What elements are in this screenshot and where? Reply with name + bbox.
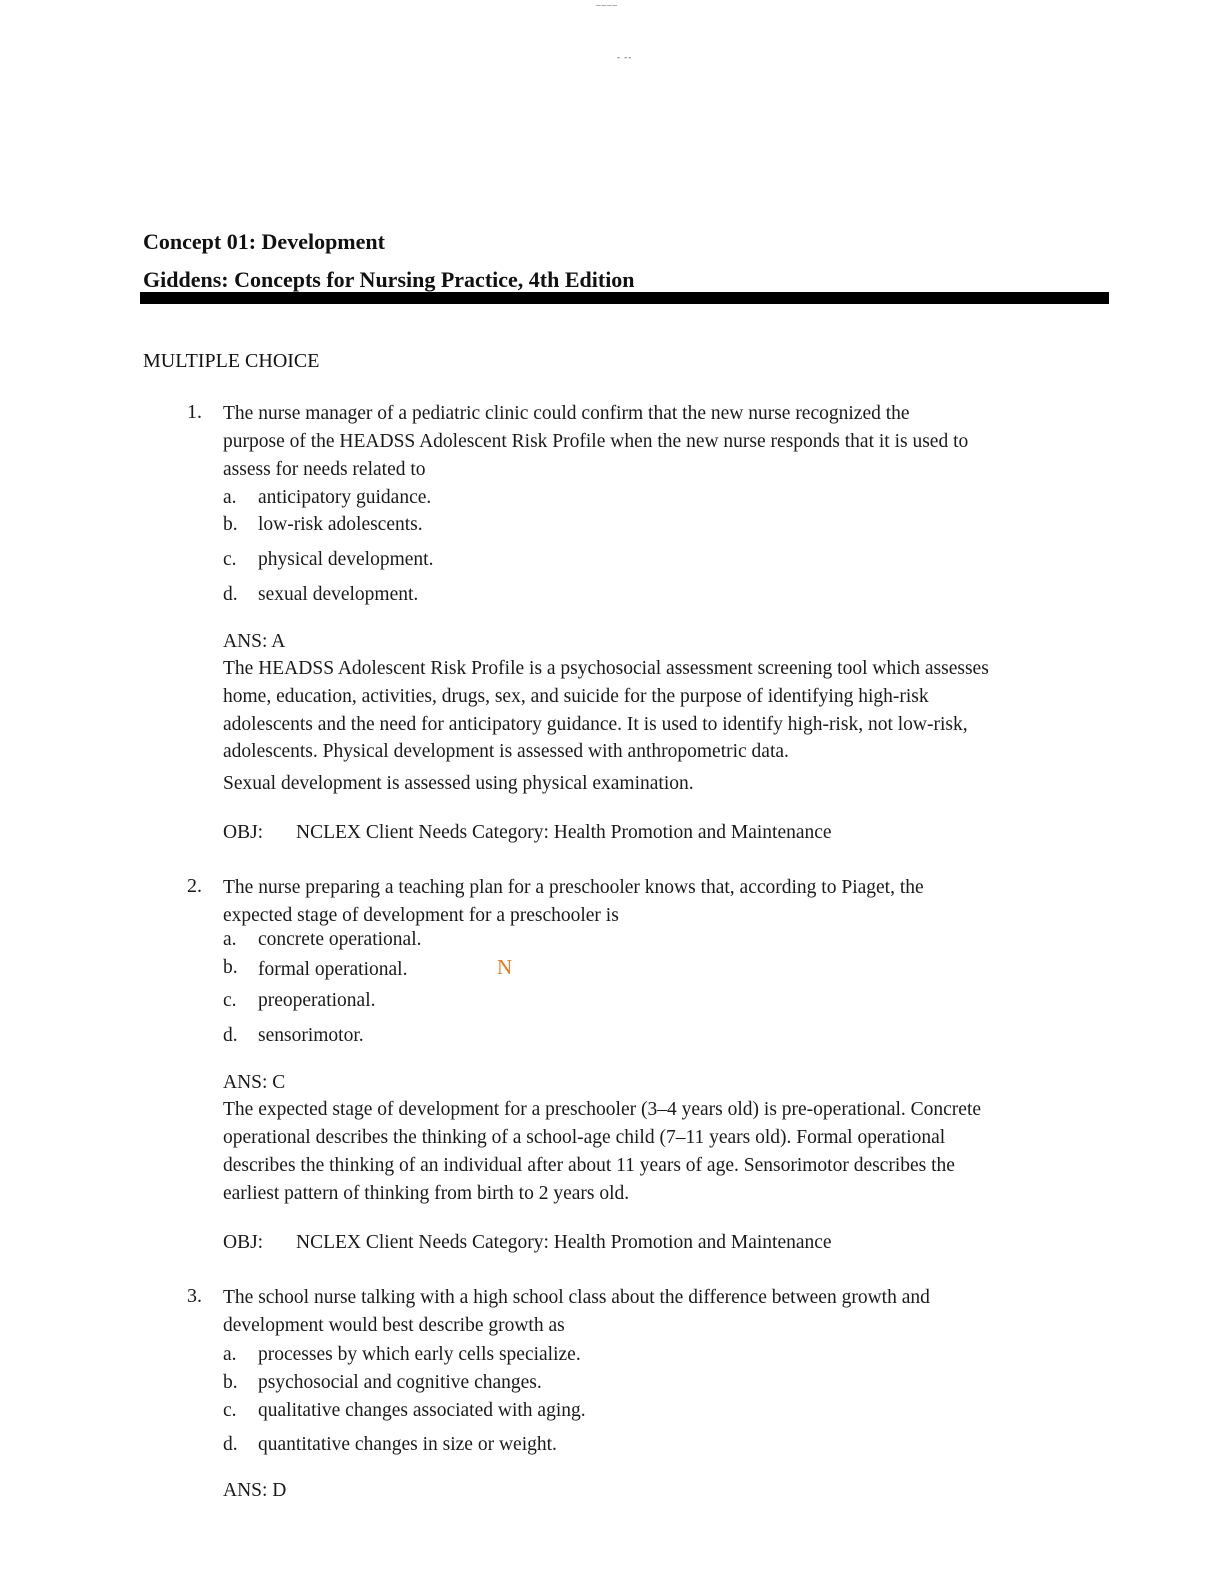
rationale-line: Sexual development is assessed using physical examination. (223, 773, 694, 794)
option-text: low-risk adolescents. (258, 514, 423, 535)
rationale-line: adolescents. Physical development is assessed with anthropometric data. (223, 741, 789, 762)
question-number: 1. (187, 401, 202, 423)
section-title: MULTIPLE CHOICE (143, 350, 320, 372)
margin-annotation-mark: N (497, 955, 513, 979)
question-stem-line: The nurse preparing a teaching plan for a preschooler knows that, according to Piaget, the (223, 877, 924, 898)
option-letter: b. (223, 957, 238, 978)
option-text: concrete operational. (258, 929, 422, 950)
question-stem-line: assess for needs related to (223, 459, 426, 480)
option-text: sexual development. (258, 584, 419, 605)
option-letter: d. (223, 1434, 238, 1455)
question-stem-line: expected stage of development for a preschooler is (223, 905, 619, 926)
option-letter: a. (223, 929, 237, 950)
option-text: formal operational. (258, 959, 408, 980)
option-letter: b. (223, 1372, 238, 1393)
question-number: 2. (187, 875, 202, 897)
objective-text: NCLEX Client Needs Category: Health Promotion and Maintenance (296, 1232, 832, 1253)
option-text: quantitative changes in size or weight. (258, 1434, 557, 1455)
objective-label: OBJ: (223, 1232, 264, 1253)
answer-key: ANS: C (223, 1072, 286, 1093)
question-stem-line: The nurse manager of a pediatric clinic could confirm that the new nurse recognized the (223, 403, 910, 424)
option-letter: c. (223, 549, 237, 570)
header-rule (140, 292, 1109, 304)
chapter-title: Concept 01: Development (143, 229, 385, 254)
option-letter: a. (223, 1344, 237, 1365)
option-text: preoperational. (258, 990, 376, 1011)
rationale-line: home, education, activities, drugs, sex, and suicide for the purpose of identifying high-risk (223, 686, 929, 707)
rationale-line: adolescents and the need for anticipatory guidance. It is used to identify high-risk, not low-risk, (223, 714, 968, 735)
option-text: processes by which early cells specialize. (258, 1344, 581, 1365)
option-text: psychosocial and cognitive changes. (258, 1372, 542, 1393)
option-text: qualitative changes associated with aging. (258, 1400, 586, 1421)
top-mark: ____ (596, 0, 618, 7)
question-stem-line: purpose of the HEADSS Adolescent Risk Profile when the new nurse responds that it is used to (223, 431, 969, 452)
question-stem-line: development would best describe growth as (223, 1315, 565, 1336)
question-number: 3. (187, 1285, 202, 1307)
option-text: sensorimotor. (258, 1025, 364, 1046)
rationale-line: The expected stage of development for a preschooler (3–4 years old) is pre-operational. Concrete (223, 1099, 982, 1120)
objective-text: NCLEX Client Needs Category: Health Promotion and Maintenance (296, 822, 832, 843)
question-stem-line: The school nurse talking with a high school class about the difference between growth and (223, 1287, 930, 1308)
option-text: physical development. (258, 549, 434, 570)
option-letter: c. (223, 990, 237, 1011)
option-letter: d. (223, 1025, 238, 1046)
top-mark: - -- (617, 52, 633, 62)
rationale-line: operational describes the thinking of a school-age child (7–11 years old). Formal operational (223, 1127, 946, 1148)
option-text: anticipatory guidance. (258, 487, 432, 508)
rationale-line: describes the thinking of an individual after about 11 years of age. Sensorimotor describes the (223, 1155, 955, 1176)
rationale-line: earliest pattern of thinking from birth to 2 years old. (223, 1183, 630, 1204)
option-letter: c. (223, 1400, 237, 1421)
answer-key: ANS: A (223, 631, 286, 652)
option-letter: b. (223, 514, 238, 535)
objective-label: OBJ: (223, 822, 264, 843)
option-letter: a. (223, 487, 237, 508)
book-title: Giddens: Concepts for Nursing Practice, 4th Edition (143, 267, 635, 292)
rationale-line: The HEADSS Adolescent Risk Profile is a psychosocial assessment screening tool which assesses (223, 658, 989, 679)
answer-key: ANS: D (223, 1480, 287, 1501)
option-letter: d. (223, 584, 238, 605)
